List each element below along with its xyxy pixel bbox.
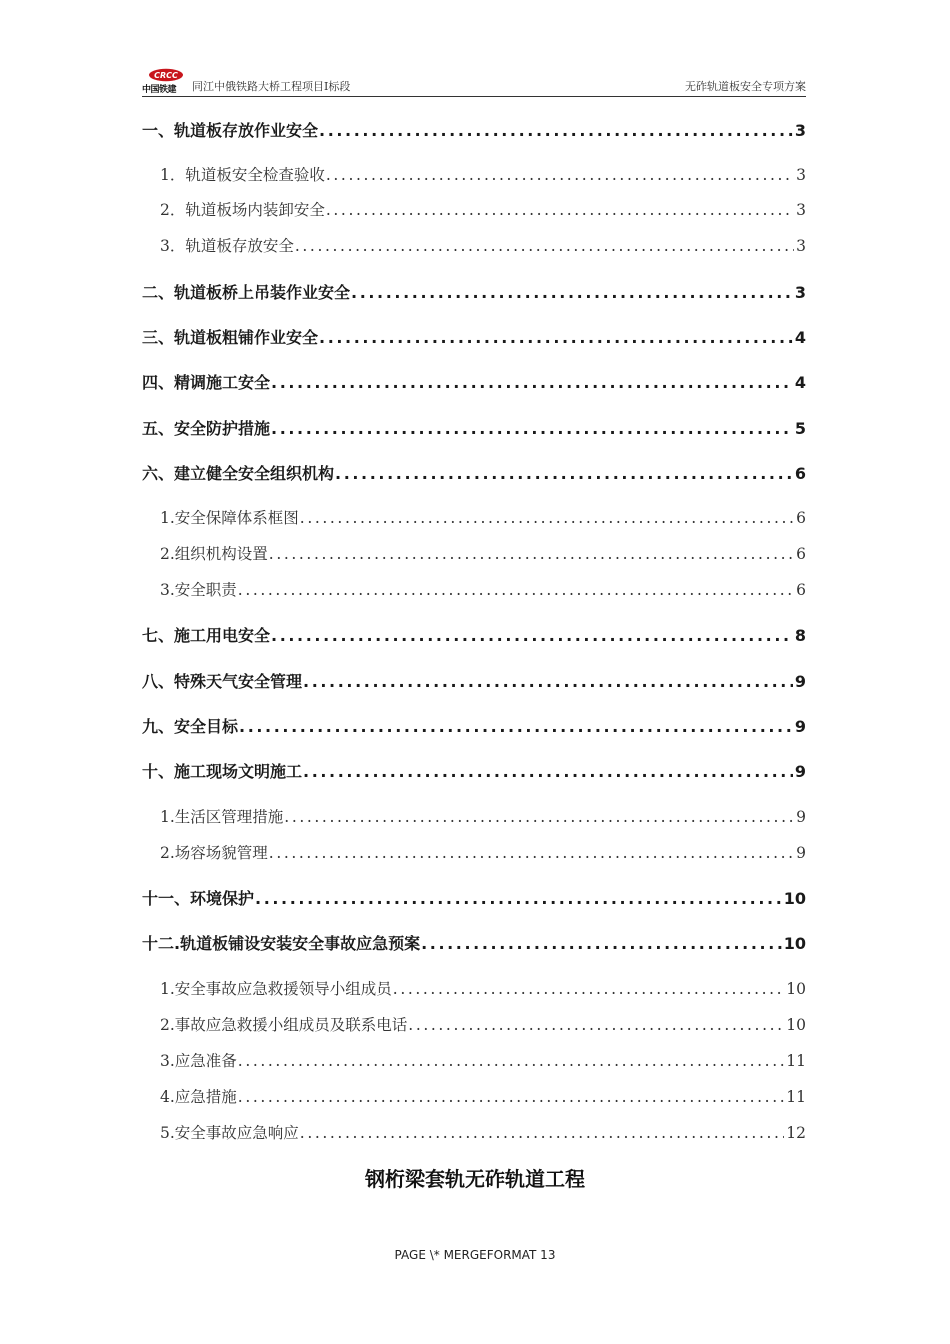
toc-entry-section[interactable]	[142, 623, 806, 646]
toc-entry-title: 六、建立健全安全组织机构	[142, 464, 335, 483]
crcc-logo	[142, 68, 190, 94]
toc-leader-dots	[319, 121, 793, 140]
toc-leader-dots	[351, 283, 793, 302]
toc-leader-dots	[284, 808, 794, 826]
toc-leader-dots	[326, 201, 794, 219]
toc-entry-title: 三、轨道板粗铺作业安全	[142, 328, 319, 347]
crcc-logo-icon	[148, 68, 184, 82]
toc-leader-dots	[238, 581, 794, 599]
toc-leader-dots	[271, 419, 793, 438]
toc-leader-dots	[295, 237, 794, 255]
document-title: 钢桁梁套轨无砟轨道工程	[365, 1167, 585, 1191]
toc-entry-page: 3	[796, 201, 806, 219]
toc-entry-title: 1.安全保障体系框图	[160, 509, 299, 527]
toc-entry-subsection[interactable]	[142, 578, 806, 600]
toc-entry-section[interactable]	[142, 416, 806, 439]
toc-entry-subsection[interactable]	[142, 542, 806, 564]
toc-entry-section[interactable]	[142, 669, 806, 692]
toc-entry-title: 七、施工用电安全	[142, 626, 271, 645]
toc-leader-dots	[335, 464, 793, 483]
toc-entry-title: 十一、环境保护	[142, 889, 255, 908]
toc-entry-title: 4.应急措施	[160, 1088, 237, 1106]
toc-leader-dots	[326, 166, 794, 184]
toc-entry-subsection[interactable]	[142, 805, 806, 827]
toc-entry-page: 3	[794, 121, 806, 140]
toc-entry-page: 10	[786, 1016, 806, 1034]
toc-leader-dots	[300, 1124, 784, 1142]
toc-entry-page: 9	[794, 672, 806, 691]
header-project-name: 同江中俄铁路大桥工程项目Ⅰ标段	[192, 80, 351, 93]
toc-entry-subsection[interactable]	[142, 506, 806, 528]
toc-entry-page: 6	[794, 464, 806, 483]
toc-leader-dots	[269, 844, 794, 862]
logo-mark-text: CRCC	[154, 71, 178, 80]
toc-leader-dots	[271, 626, 793, 645]
toc-leader-dots	[238, 1052, 784, 1070]
toc-entry-page: 12	[786, 1124, 806, 1142]
toc-entry-page: 9	[796, 808, 806, 826]
toc-leader-dots	[238, 1088, 784, 1106]
toc-entry-subsection[interactable]	[142, 163, 806, 185]
toc-entry-section[interactable]	[142, 325, 806, 348]
toc-entry-title: 四、精调施工安全	[142, 373, 271, 392]
toc-leader-dots	[421, 934, 782, 953]
toc-leader-dots	[393, 980, 784, 998]
toc-entry-title: 八、特殊天气安全管理	[142, 672, 303, 691]
toc-entry-section[interactable]	[142, 118, 806, 141]
toc-entry-subsection[interactable]	[142, 977, 806, 999]
toc-entry-page: 11	[786, 1052, 806, 1070]
toc-entry-title: 3.应急准备	[160, 1052, 237, 1070]
toc-entry-section[interactable]	[142, 461, 806, 484]
toc-entry-page: 3	[794, 283, 806, 302]
toc-entry-title: 1.生活区管理措施	[160, 808, 284, 826]
toc-entry-section[interactable]	[142, 931, 806, 954]
toc-leader-dots	[269, 545, 794, 563]
header-document-name: 无砟轨道板安全专项方案	[685, 80, 806, 93]
toc-entry-subsection[interactable]	[142, 841, 806, 863]
toc-entry-page: 3	[796, 166, 806, 184]
toc-leader-dots	[255, 889, 782, 908]
toc-entry-page: 3	[796, 237, 806, 255]
toc-entry-section[interactable]	[142, 280, 806, 303]
toc-entry-page: 5	[794, 419, 806, 438]
toc-entry-title: 3.安全职责	[160, 581, 237, 599]
toc-entry-page: 10	[783, 934, 806, 953]
toc-entry-page: 6	[796, 581, 806, 599]
toc-entry-page: 10	[783, 889, 806, 908]
toc-leader-dots	[408, 1016, 784, 1034]
toc-leader-dots	[271, 373, 793, 392]
toc-entry-subsection[interactable]	[142, 1085, 806, 1107]
toc-entry-title: 2.场容场貌管理	[160, 844, 268, 862]
toc-entry-title: 十、施工现场文明施工	[142, 762, 303, 781]
toc-leader-dots	[300, 509, 794, 527]
toc-entry-title: 2.事故应急救援小组成员及联系电话	[160, 1016, 408, 1034]
toc-entry-title: 十二.轨道板铺设安装安全事故应急预案	[142, 934, 421, 953]
toc-entry-subsection[interactable]	[142, 1013, 806, 1035]
toc-entry-title: 二、轨道板桥上吊装作业安全	[142, 283, 351, 302]
page-header	[142, 66, 806, 97]
toc-entry-page: 9	[794, 762, 806, 781]
toc-entry-page: 9	[794, 717, 806, 736]
toc-entry-subsection[interactable]	[142, 1121, 806, 1143]
toc-entry-page: 6	[796, 509, 806, 527]
toc-entry-title: 3．轨道板存放安全	[160, 237, 294, 255]
toc-entry-title: 5.安全事故应急响应	[160, 1124, 299, 1142]
toc-leader-dots	[319, 328, 793, 347]
toc-entry-page: 9	[796, 844, 806, 862]
toc-entry-subsection[interactable]	[142, 198, 806, 220]
toc-leader-dots	[303, 762, 793, 781]
toc-entry-title: 一、轨道板存放作业安全	[142, 121, 319, 140]
toc-entry-subsection[interactable]	[142, 234, 806, 256]
toc-leader-dots	[239, 717, 793, 736]
toc-entry-page: 4	[794, 373, 806, 392]
toc-entry-title: 2.组织机构设置	[160, 545, 268, 563]
toc-entry-subsection[interactable]	[142, 1049, 806, 1071]
page-footer-field: PAGE \* MERGEFORMAT 13	[394, 1248, 556, 1262]
toc-entry-section[interactable]	[142, 886, 806, 909]
toc-entry-section[interactable]	[142, 714, 806, 737]
logo-text: 中国铁建	[142, 85, 177, 95]
toc-entry-page: 10	[786, 980, 806, 998]
toc-entry-page: 11	[786, 1088, 806, 1106]
toc-entry-section[interactable]	[142, 759, 806, 782]
toc-entry-page: 4	[794, 328, 806, 347]
toc-entry-title: 2．轨道板场内装卸安全	[160, 201, 325, 219]
toc-entry-page: 8	[794, 626, 806, 645]
toc-entry-page: 6	[796, 545, 806, 563]
toc-entry-title: 五、安全防护措施	[142, 419, 271, 438]
toc-leader-dots	[303, 672, 793, 691]
toc-entry-title: 九、安全目标	[142, 717, 239, 736]
toc-entry-title: 1．轨道板安全检查验收	[160, 166, 325, 184]
toc-entry-section[interactable]	[142, 370, 806, 393]
toc-entry-title: 1.安全事故应急救援领导小组成员	[160, 980, 392, 998]
